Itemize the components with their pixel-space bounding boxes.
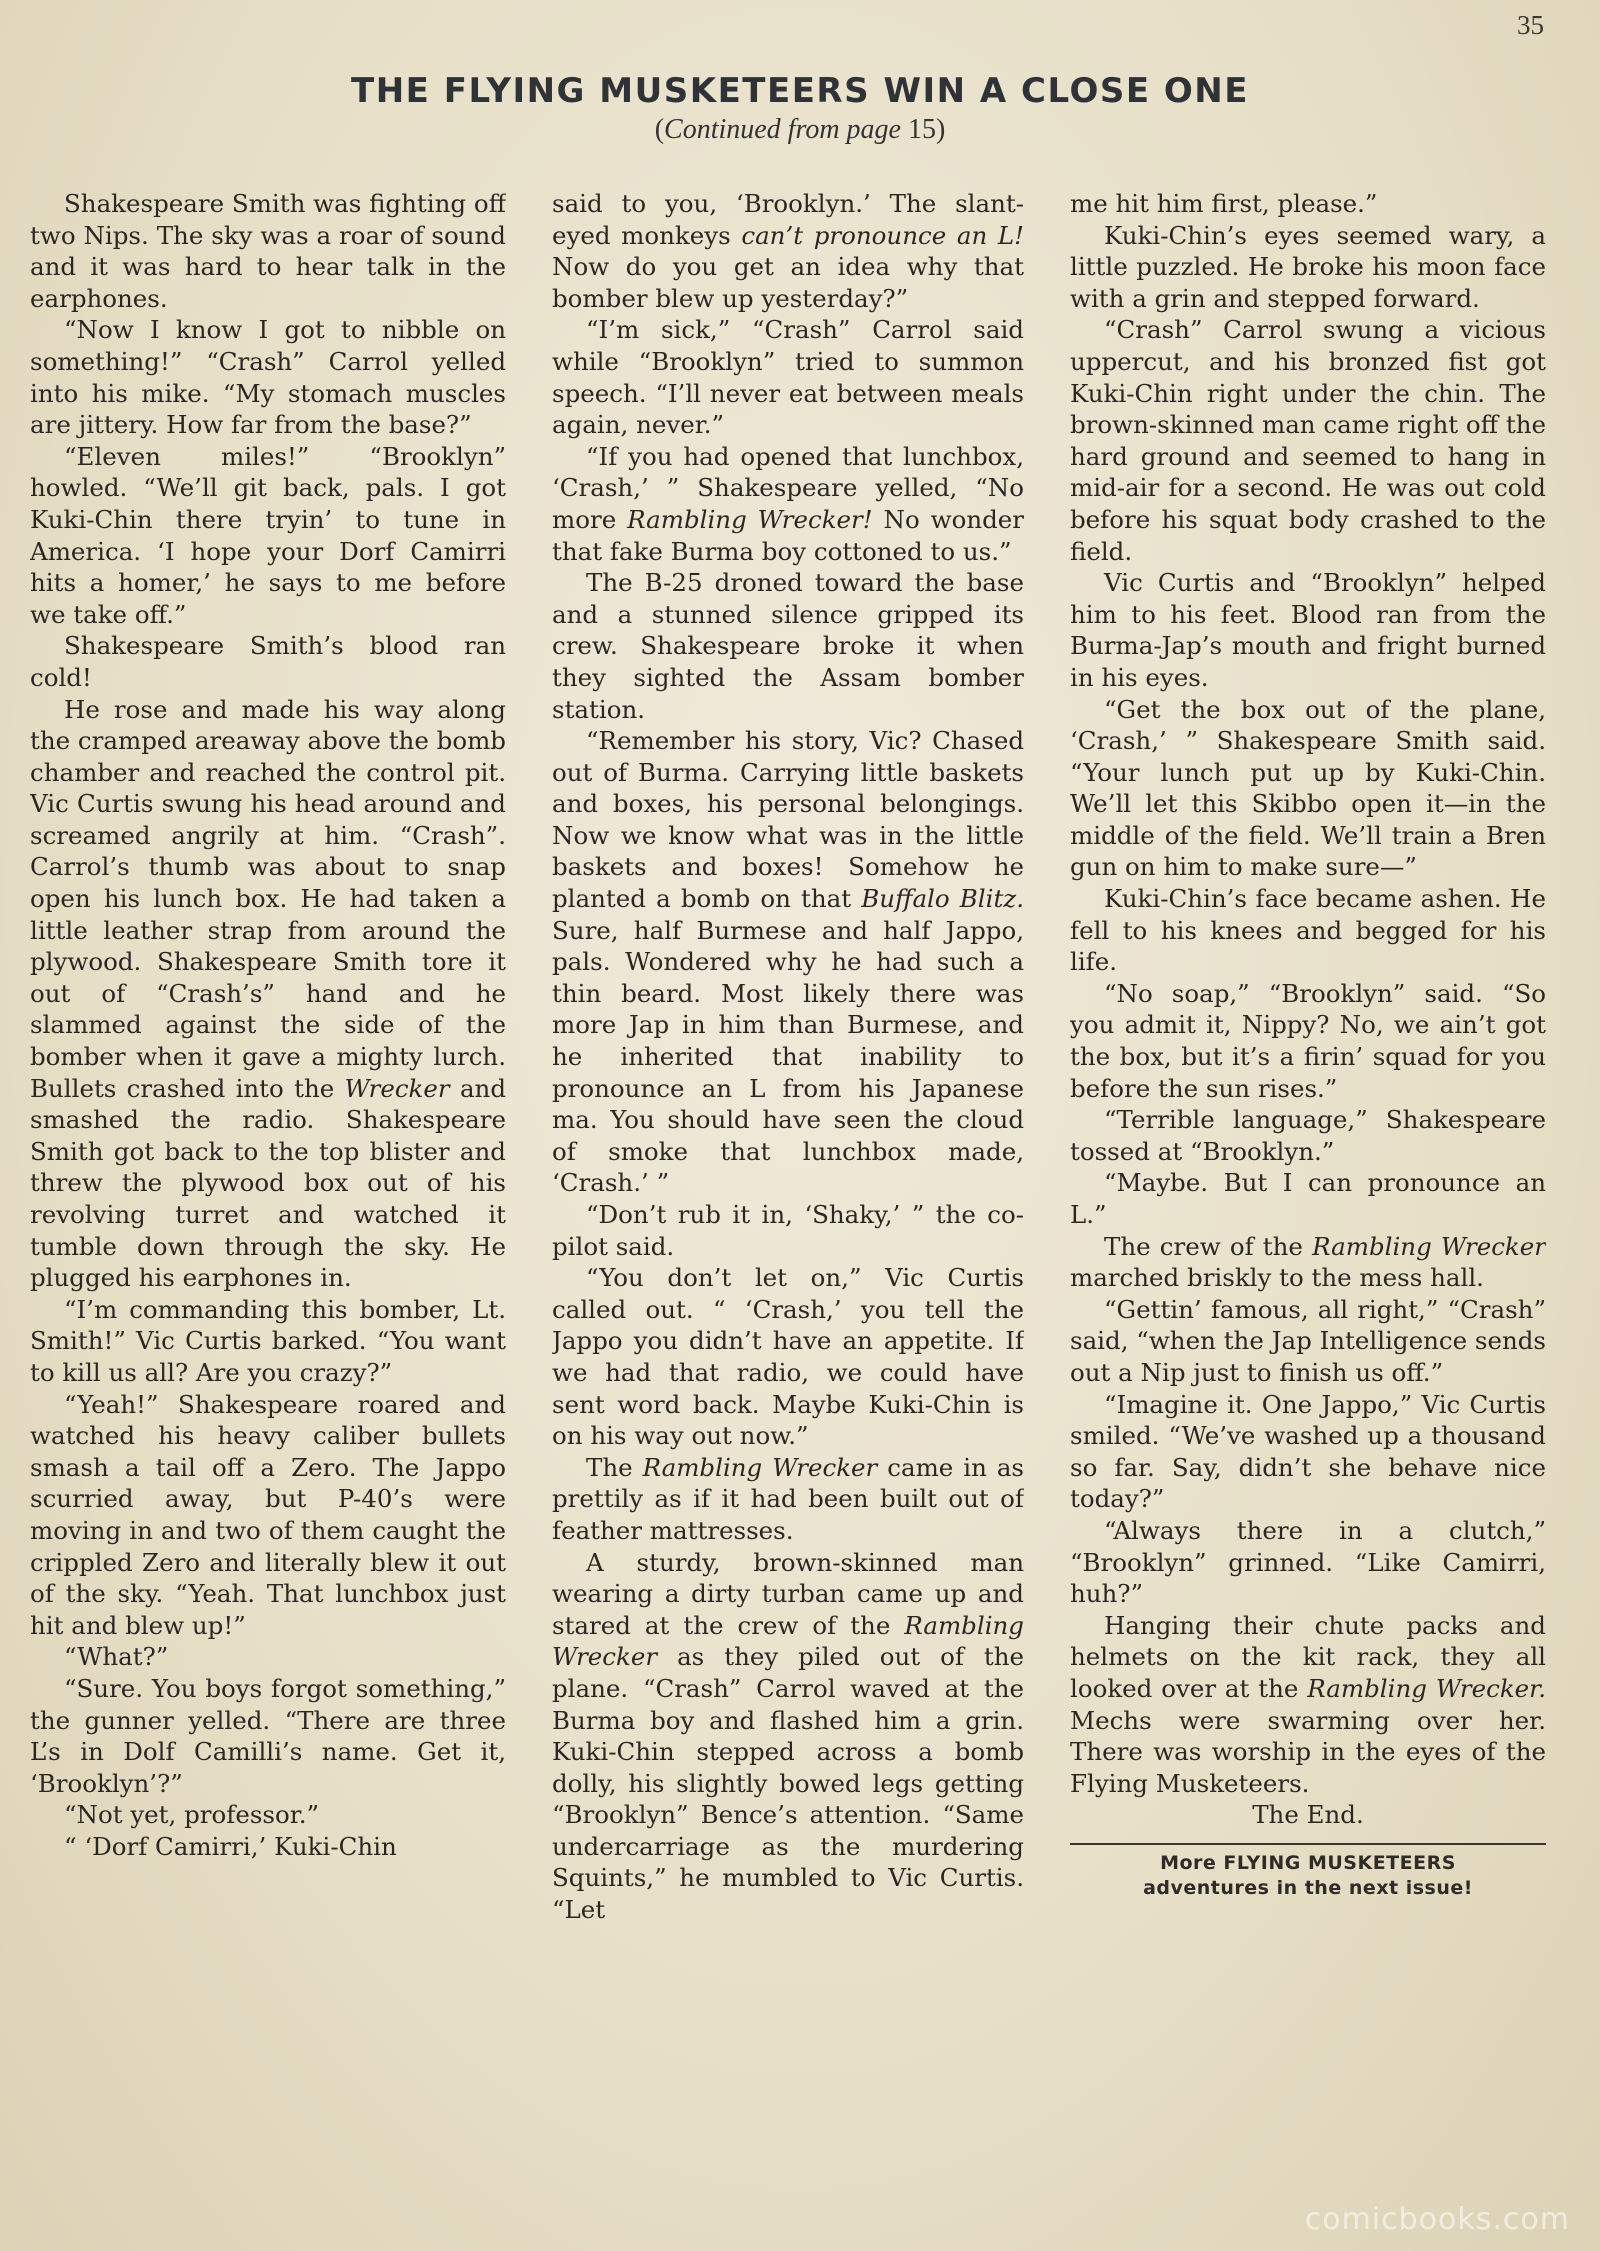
text-run: No wonder that fake Burma boy cottoned to us.” bbox=[552, 504, 1024, 566]
italic-text: Wrecker bbox=[344, 1073, 450, 1103]
story-paragraph bbox=[1070, 1167, 1546, 1230]
text-run: “Gettin’ famous, all right,” “Crash” said, “when the Jap Intelligence sends out a Nip just to finish us off.” bbox=[1070, 1294, 1546, 1387]
story-paragraph bbox=[552, 314, 1024, 440]
text-column-3 bbox=[1070, 188, 1546, 2048]
story-paragraph bbox=[30, 1389, 506, 1642]
text-run: “Always there in a clutch,” “Brooklyn” grinned. “Like Camirri, huh?” bbox=[1070, 1515, 1546, 1609]
text-run: The bbox=[586, 1452, 643, 1482]
italic-text: Rambling Wrecker! bbox=[627, 504, 873, 534]
story-paragraph bbox=[1070, 883, 1546, 978]
italic-text: Buffalo Blitz. bbox=[861, 884, 1024, 914]
text-run: Shakespeare Smith was fighting off two Nips. The sky was a roar of sound and it was hard to hear talk in the earphones. bbox=[30, 189, 506, 313]
story-paragraph bbox=[30, 630, 506, 693]
text-run: Sure, half Burmese and half Jappo, pals. Wondered why he had such a thin beard. Most likely there was more Jap in him than Burmese, and he inherited that inability to pronounce an L from his Japanese ma. You should have seen the cloud of smoke that lunchbox made, ‘Crash.’ ” bbox=[552, 915, 1024, 1198]
story-paragraph bbox=[30, 1294, 506, 1389]
text-run: A sturdy, brown-skinned man wearing a dirty turban came up and stared at the crew of the bbox=[552, 1547, 1024, 1640]
story-paragraph bbox=[1070, 1389, 1546, 1515]
text-run: “Now I know I got to nibble on something!” “Crash” Carrol yelled into his mike. “My stomach muscles are jittery. How far from the base?” bbox=[30, 315, 506, 440]
story-paragraph bbox=[552, 188, 1024, 314]
text-run: “Remember his story, Vic? Chased out of Burma. Carrying little baskets and boxes, his personal belongings. Now we know what was in the little baskets and boxes! Somehow he planted a bomb on that bbox=[552, 726, 1024, 914]
text-run: “Imagine it. One Jappo,” Vic Curtis smiled. “We’ve washed up a thousand so far. Say, didn’t she behave nice today?” bbox=[1070, 1389, 1546, 1514]
text-run: “I’m commanding this bomber, Lt. Smith!” Vic Curtis barked. “You want to kill us all? Are you crazy?” bbox=[30, 1294, 506, 1387]
text-column-2 bbox=[552, 188, 1024, 2048]
text-run: “Don’t rub it in, ‘Shaky,’ ” the co-pilot said. bbox=[552, 1200, 1024, 1261]
story-paragraph bbox=[552, 725, 1024, 1199]
story-paragraph bbox=[552, 567, 1024, 725]
text-run: me hit him first, please.” bbox=[1070, 189, 1378, 218]
text-run: “Get the box out of the plane, ‘Crash,’ ” Shakespeare Smith said. “Your lunch put up by Kuki-Chin. We’ll let this Skibbo open it—in the middle of the field. We’ll train a Bren gun on him to make sure—” bbox=[1070, 694, 1546, 882]
story-paragraph bbox=[1070, 220, 1546, 315]
story-paragraph bbox=[30, 441, 506, 631]
text-run: Now do you get an idea why that bomber blew up yesterday?” bbox=[552, 252, 1024, 313]
text-run: and smashed the radio. Shakespeare Smith got back to the top blister and threw the plywood box out of his revolving turret and watched it tumble down through the sky. He plugged his earphones in. bbox=[30, 1073, 506, 1293]
story-paragraph bbox=[1070, 694, 1546, 884]
text-run: “What?” bbox=[64, 1642, 169, 1672]
story-paragraph bbox=[552, 441, 1024, 567]
end-divider bbox=[1070, 1843, 1546, 1845]
text-run: marched briskly to the mess hall. bbox=[1070, 1263, 1484, 1293]
story-paragraph bbox=[552, 1262, 1024, 1452]
story-paragraph bbox=[1070, 1104, 1546, 1167]
text-run: The B-25 droned toward the base and a stunned silence gripped its crew. Shakespeare broke it when they sighted the Assam bomber station. bbox=[552, 568, 1024, 724]
text-run: Shakespeare Smith’s blood ran cold! bbox=[30, 631, 506, 692]
story-paragraph bbox=[1070, 1294, 1546, 1389]
text-run: “If you had opened that lunchbox, ‘Crash,’ ” Shakespeare yelled, “No more bbox=[552, 441, 1024, 534]
story-paragraph bbox=[30, 1799, 506, 1831]
italic-text: Rambling Wrecker bbox=[552, 1610, 1024, 1672]
story-paragraph bbox=[30, 1641, 506, 1673]
story-title: THE FLYING MUSKETEERS WIN A CLOSE ONE bbox=[351, 71, 1249, 111]
story-paragraph bbox=[552, 1199, 1024, 1262]
italic-text: can’t pronounce an L! bbox=[741, 220, 1024, 250]
story-paragraph bbox=[30, 1831, 506, 1863]
italic-text: Rambling Wrecker. bbox=[1307, 1673, 1546, 1703]
text-run: “No soap,” “Brooklyn” said. “So you admit it, Nippy? No, we ain’t got the box, but it’s a firin’ squad for you before the sun rises.” bbox=[1070, 978, 1546, 1103]
text-run: Hanging their chute packs and helmets on the kit rack, they all looked over at the bbox=[1070, 1610, 1546, 1703]
the-end: The End. bbox=[1252, 1800, 1364, 1830]
text-run: He rose and made his way along the cramped areaway above the bomb chamber and reached the control pit. Vic Curtis swung his head around and screamed angrily at him. “Crash”. Carrol’s thumb was about to snap open his lunch box. He had taken a little leather strap from around the plywood. Shakespeare Smith tore it out of “Crash’s” hand and he slammed against the side of the bomber when it gave a mighty lurch. Bullets crashed into the bbox=[30, 694, 506, 1103]
continued-text: Continued from page bbox=[664, 114, 901, 145]
text-run: “Eleven miles!” “Brooklyn” howled. “We’ll git back, pals. I got Kuki-Chin there tryin’ to tune in America. ‘I hope your Dorf Camirri hits a homer,’ he says to me before we take off.” bbox=[30, 441, 506, 629]
italic-text: Rambling Wrecker bbox=[642, 1452, 878, 1482]
text-run: as they piled out of the plane. “Crash” Carrol waved at the Burma boy and flashed him a grin. Kuki-Chin stepped across a bomb dolly, his slightly bowed legs getting “Brooklyn” Bence’s attention. “Same undercarriage as the murdering Squints,” he mumbled to Vic Curtis. “Let bbox=[552, 1642, 1024, 1925]
text-run: “I’m sick,” “Crash” Carrol said while “Brooklyn” tried to summon speech. “I’ll never eat between meals again, never.” bbox=[552, 315, 1024, 440]
continued-note bbox=[0, 112, 1600, 148]
text-run: said to you, ‘Brooklyn.’ The slant-eyed monkeys bbox=[552, 189, 1024, 250]
story-paragraph bbox=[1070, 567, 1546, 693]
text-column-1 bbox=[30, 188, 506, 2048]
story-paragraph bbox=[1070, 978, 1546, 1104]
story-paragraph bbox=[1070, 314, 1546, 567]
story-paragraph bbox=[30, 694, 506, 1294]
text-run: Mechs were swarming over her. There was worship in the eyes of the Flying Musketeers. bbox=[1070, 1705, 1546, 1798]
watermark: comicbooks.com bbox=[1304, 2202, 1570, 2237]
story-paragraph bbox=[1070, 1610, 1546, 1800]
story-paragraph bbox=[1070, 1231, 1546, 1294]
next-issue-teaser bbox=[1070, 1851, 1546, 1901]
story-paragraph bbox=[30, 188, 506, 314]
text-run: “Not yet, professor.” bbox=[64, 1800, 320, 1830]
story-paragraph bbox=[30, 314, 506, 440]
text-run: The crew of the bbox=[1104, 1231, 1313, 1261]
text-run: “Yeah!” Shakespeare roared and watched his heavy caliber bullets smash a tail off a Zero. The Jappo scurried away, but P-40’s were moving in and two of them caught the crippled Zero and literally blew it out of the sky. “Yeah. That lunchbox just hit and blew up!” bbox=[30, 1389, 506, 1640]
continued-open-paren: ( bbox=[654, 114, 665, 145]
text-run: “You don’t let on,” Vic Curtis called out. “ ‘Crash,’ you tell the Jappo you didn’t have an appetite. If we had that radio, we could have sent word back. Maybe Kuki-Chin is on his way out now.” bbox=[552, 1263, 1024, 1451]
text-run: Vic Curtis and “Brooklyn” helped him to his feet. Blood ran from the Burma-Jap’s mouth and fright burned in his eyes. bbox=[1070, 568, 1546, 692]
story-paragraph bbox=[1070, 188, 1546, 220]
continued-close-paren: ) bbox=[935, 114, 946, 145]
text-run: Kuki-Chin’s face became ashen. He fell to his knees and begged for his life. bbox=[1070, 884, 1546, 977]
text-run: “Maybe. But I can pronounce an L.” bbox=[1070, 1168, 1546, 1229]
page-number: 35 bbox=[1517, 10, 1544, 40]
story-paragraph bbox=[552, 1547, 1024, 1926]
text-run: “Crash” Carrol swung a vicious uppercut, and his bronzed fist got Kuki-Chin right under the chin. The brown-skinned man came right off the hard ground and seemed to hang in mid-air for a second. He was out cold before his squat body crashed to the field. bbox=[1070, 315, 1546, 566]
text-run: “ ‘Dorf Camirri,’ Kuki-Chin bbox=[64, 1831, 397, 1861]
italic-text: Rambling Wrecker bbox=[1312, 1231, 1546, 1261]
text-run: “Terrible language,” Shakespeare tossed at “Brooklyn.” bbox=[1070, 1105, 1546, 1166]
story-paragraph bbox=[30, 1673, 506, 1799]
story-paragraph bbox=[552, 1452, 1024, 1547]
column-3-body bbox=[1070, 188, 1546, 1799]
story-paragraph bbox=[1070, 1515, 1546, 1610]
text-run: “Sure. You boys forgot something,” the gunner yelled. “There are three L’s in Dolf Camilli’s name. Get it, ‘Brooklyn’?” bbox=[30, 1673, 506, 1798]
teaser-line-2: adventures in the next issue! bbox=[1143, 1876, 1473, 1899]
continued-page: 15 bbox=[900, 114, 936, 145]
text-run: came in as prettily as if it had been built out of feather mattresses. bbox=[552, 1452, 1024, 1545]
text-run: Kuki-Chin’s eyes seemed wary, a little puzzled. He broke his moon face with a grin and stepped forward. bbox=[1070, 220, 1546, 313]
teaser-line-1: More FLYING MUSKETEERS bbox=[1160, 1851, 1456, 1874]
